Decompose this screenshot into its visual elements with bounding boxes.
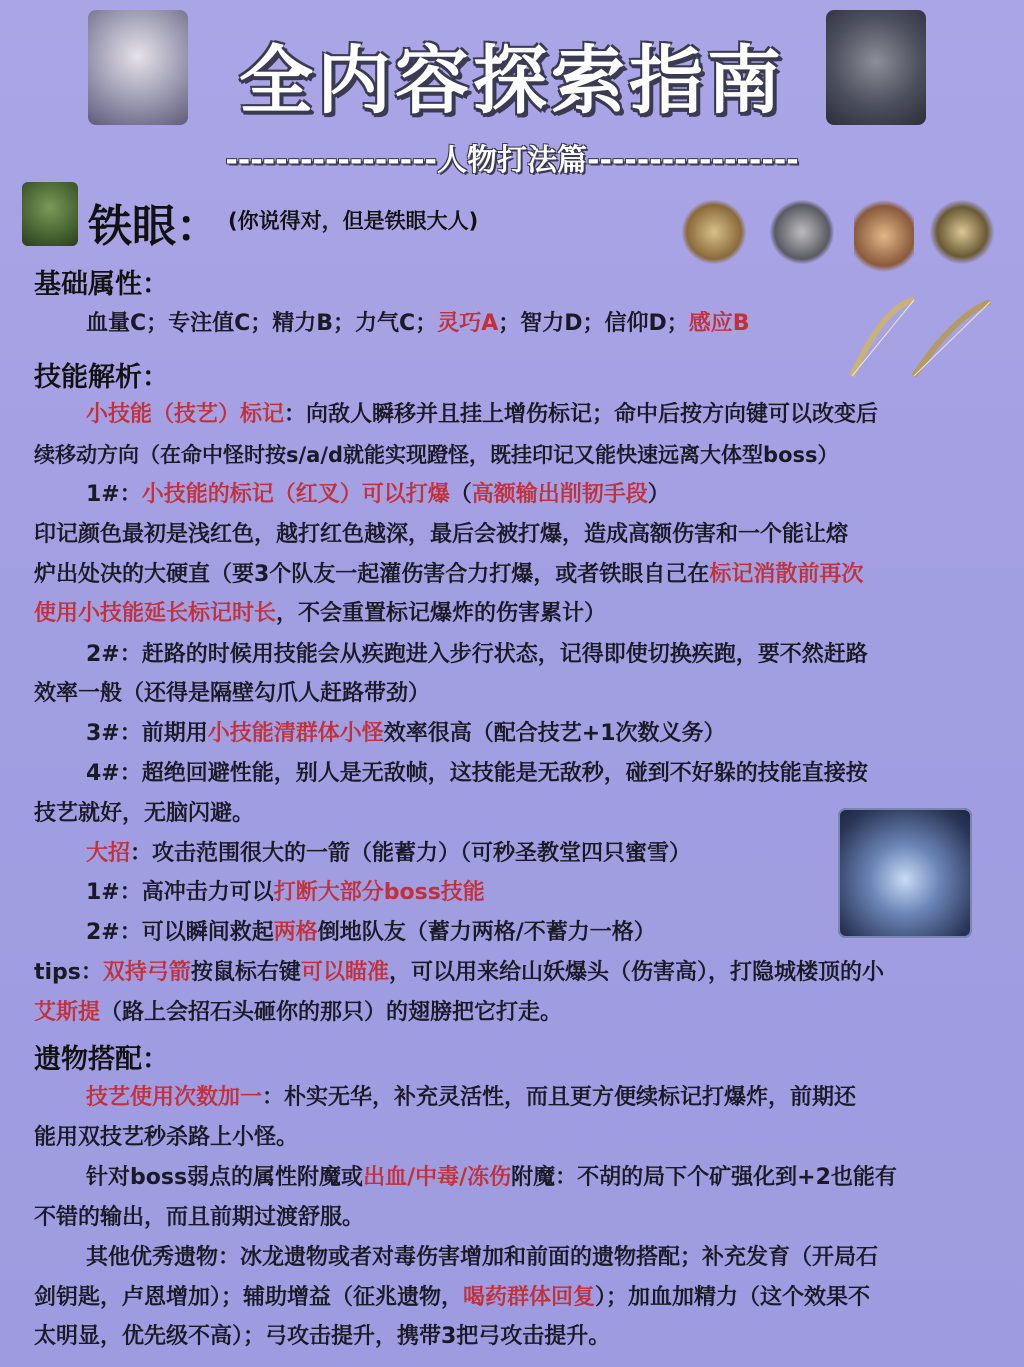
section-skills: 技能解析： — [34, 362, 169, 393]
hero-note: (你说得对，但是铁眼大人) — [228, 209, 479, 233]
page-title: 全内容探索指南 — [239, 38, 785, 124]
ultimate-note-1: 1#：高冲击力可以打断大部分boss技能 — [86, 880, 485, 905]
skill-mark-line-2: 续移动方向（在命中怪时按s/a/d就能实现蹬怪，既挂印记又能快速远离大体型boss） — [34, 443, 839, 467]
relic-medallion-icon — [930, 200, 994, 264]
relic-crest-icon — [770, 200, 834, 264]
note-1-body-3: 使用小技能延长标记时长，不会重置标记爆炸的伤害累计） — [34, 601, 607, 626]
relic-3-line-2: 剑钥匙，卢恩增加）；辅助增益（征兆遗物，喝药群体回复）；加血加精力（这个效果不 — [34, 1285, 871, 1310]
page-subtitle: -----------------人物打法篇----------------- — [225, 143, 799, 178]
section-relics: 遗物搭配： — [34, 1044, 169, 1075]
tips-line-2: 艾斯提（路上会招石头砸你的那只）的翅膀把它打走。 — [34, 1000, 563, 1025]
hero-name: 铁眼： — [88, 201, 220, 252]
note-2-line-1: 2#：赶路的时候用技能会从疾跑进入步行状态，记得即使切换疾跑，要不然赶路 — [86, 642, 868, 667]
ultimate-skill-icon — [838, 808, 972, 938]
note-2-line-2: 效率一般（还得是隔壁勾爪人赶路带劲） — [34, 681, 431, 706]
ultimate-line: 大招：攻击范围很大的一箭（能蓄力）（可秒圣教堂四只蜜雪） — [86, 841, 692, 866]
note-1-body-2: 炉出处决的大硬直（要3个队友一起灌伤害合力打爆，或者铁眼自己在标记消散前再次 — [34, 562, 864, 587]
note-4-line-1: 4#：超绝回避性能，别人是无敌帧，这技能是无敌秒，碰到不好躲的技能直接按 — [86, 761, 868, 786]
attribute-line: 血量C；专注值C；精力B；力气C；灵巧A；智力D；信仰D；感应B — [86, 311, 750, 336]
relic-2-line-1: 针对boss弱点的属性附魔或出血/中毒/冻伤附魔：不胡的局下个矿强化到+2也能有 — [86, 1165, 897, 1190]
skill-mark-line: 小技能（技艺）标记：向敌人瞬移并且挂上增伤标记；命中后按方向键可以改变后 — [86, 402, 879, 427]
section-base-stats: 基础属性： — [34, 269, 169, 300]
relic-1-line-1: 技艺使用次数加一：朴实无华，补充灵活性，而且更方便续标记打爆炸，前期还 — [86, 1085, 857, 1110]
relic-arrows-icon — [682, 200, 746, 264]
bow-weapons-icon — [844, 296, 994, 380]
relic-dagger-icon — [854, 196, 914, 276]
relic-3-line-3: 太明显，优先级不高）；弓攻击提升，携带3把弓攻击提升。 — [34, 1324, 611, 1349]
note-1-title: 1#：小技能的标记（红叉）可以打爆（高额输出削韧手段） — [86, 482, 670, 507]
note-1-body-1: 印记颜色最初是浅红色，越打红色越深，最后会被打爆，造成高额伤害和一个能让熔 — [34, 522, 849, 547]
relic-1-line-2: 能用双技艺秒杀路上小怪。 — [34, 1125, 299, 1150]
ironeye-avatar — [22, 182, 78, 246]
relic-3-line-1: 其他优秀遗物：冰龙遗物或者对毒伤害增加和前面的遗物搭配；补充发育（开局石 — [86, 1245, 879, 1270]
note-4-line-2: 技艺就好，无脑闪避。 — [34, 801, 255, 826]
ultimate-note-2: 2#：可以瞬间救起两格倒地队友（蓄力两格/不蓄力一格） — [86, 920, 656, 945]
tips-line-1: tips：双持弓箭按鼠标右键可以瞄准，可以用来给山妖爆头（伤害高），打隐城楼顶的小 — [34, 960, 884, 985]
relic-2-line-2: 不错的输出，而且前期过渡舒服。 — [34, 1205, 365, 1230]
note-3-line: 3#：前期用小技能清群体小怪效率很高（配合技艺+1次数义务） — [86, 721, 726, 746]
